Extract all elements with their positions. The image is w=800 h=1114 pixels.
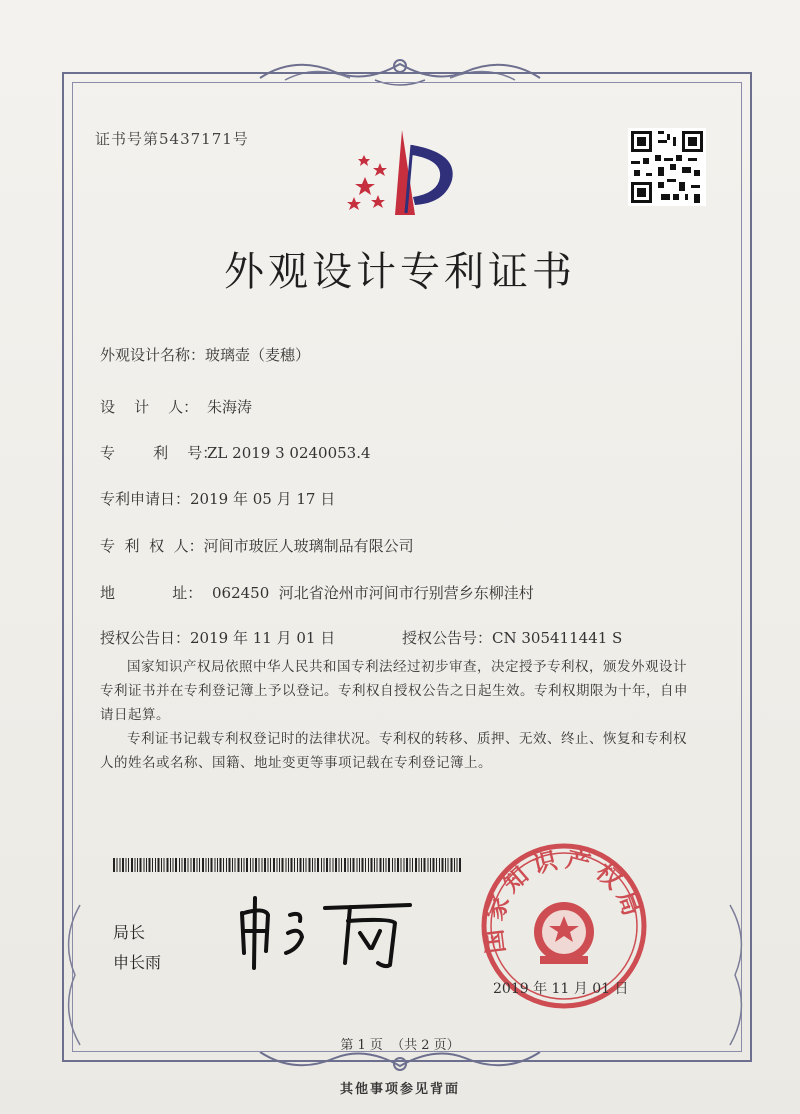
field-patentee [100, 535, 414, 556]
field-patent-number [100, 442, 371, 463]
page-indicator: 第 1 页 （共 2 页） [340, 1038, 460, 1053]
field-label: 授权公告日： [100, 629, 191, 647]
director-name: 申长雨 [113, 953, 162, 972]
field-value: 河间市玻匠人玻璃制品有限公司 [203, 537, 414, 555]
patent-office-logo-icon [340, 125, 465, 225]
seal-date: 2019 年 11 月 01 日 [493, 981, 629, 997]
field-grant-date [100, 627, 335, 648]
seal-text: 国家知识产权局 [478, 844, 649, 956]
field-value: 朱海涛 [207, 398, 253, 416]
field-value: 玻璃壶（麦穗） [205, 346, 311, 364]
document-title: 外观设计专利证书 [224, 249, 576, 295]
field-label: 设 计 人： [100, 398, 199, 416]
qr-code-icon [628, 128, 706, 206]
field-design-name [100, 344, 310, 365]
handwritten-signature [230, 893, 415, 973]
barcode-strip [113, 858, 463, 872]
field-label: 专利申请日： [100, 490, 191, 508]
footer-note: 其他事项参见背面 [339, 1082, 460, 1097]
field-application-date [100, 488, 335, 509]
field-label: 专 利 号： [100, 444, 218, 462]
field-label: 专 利 权 人： [100, 537, 204, 555]
field-value: 062450 河北省沧州市河间市行别营乡东柳洼村 [212, 584, 534, 602]
field-designer [100, 396, 252, 417]
field-address [100, 582, 534, 603]
field-label: 授权公告号： [402, 629, 493, 647]
field-label: 地 址： [100, 584, 203, 602]
field-value: ZL 2019 3 0240053.4 [207, 444, 371, 462]
field-label: 外观设计名称： [100, 346, 206, 364]
director-title: 局长 [113, 923, 146, 942]
field-announcement-number [402, 627, 622, 648]
right-ornament [725, 900, 755, 1050]
grant-statement: 国家知识产权局依照中华人民共和国专利法经过初步审查，决定授予专利权，颁发外观设计专利证书并在专利登记簿上予以登记。专利权自授权公告之日起生效。专利权期限为十年，自申请日起算。 [100, 659, 688, 723]
legal-status-note: 专利证书记载专利权登记时的法律状况。专利权的转移、质押、无效、终止、恢复和专利权人的姓名或名称、国籍、地址变更等事项记载在专利登记簿上。 [100, 731, 687, 771]
certificate-number: 证书号第5437171号 [95, 130, 249, 148]
field-value: CN 305411441 S [492, 629, 623, 647]
left-ornament [55, 900, 85, 1050]
field-value: 2019 年 05 月 17 日 [190, 490, 336, 508]
field-value: 2019 年 11 月 01 日 [190, 629, 336, 647]
